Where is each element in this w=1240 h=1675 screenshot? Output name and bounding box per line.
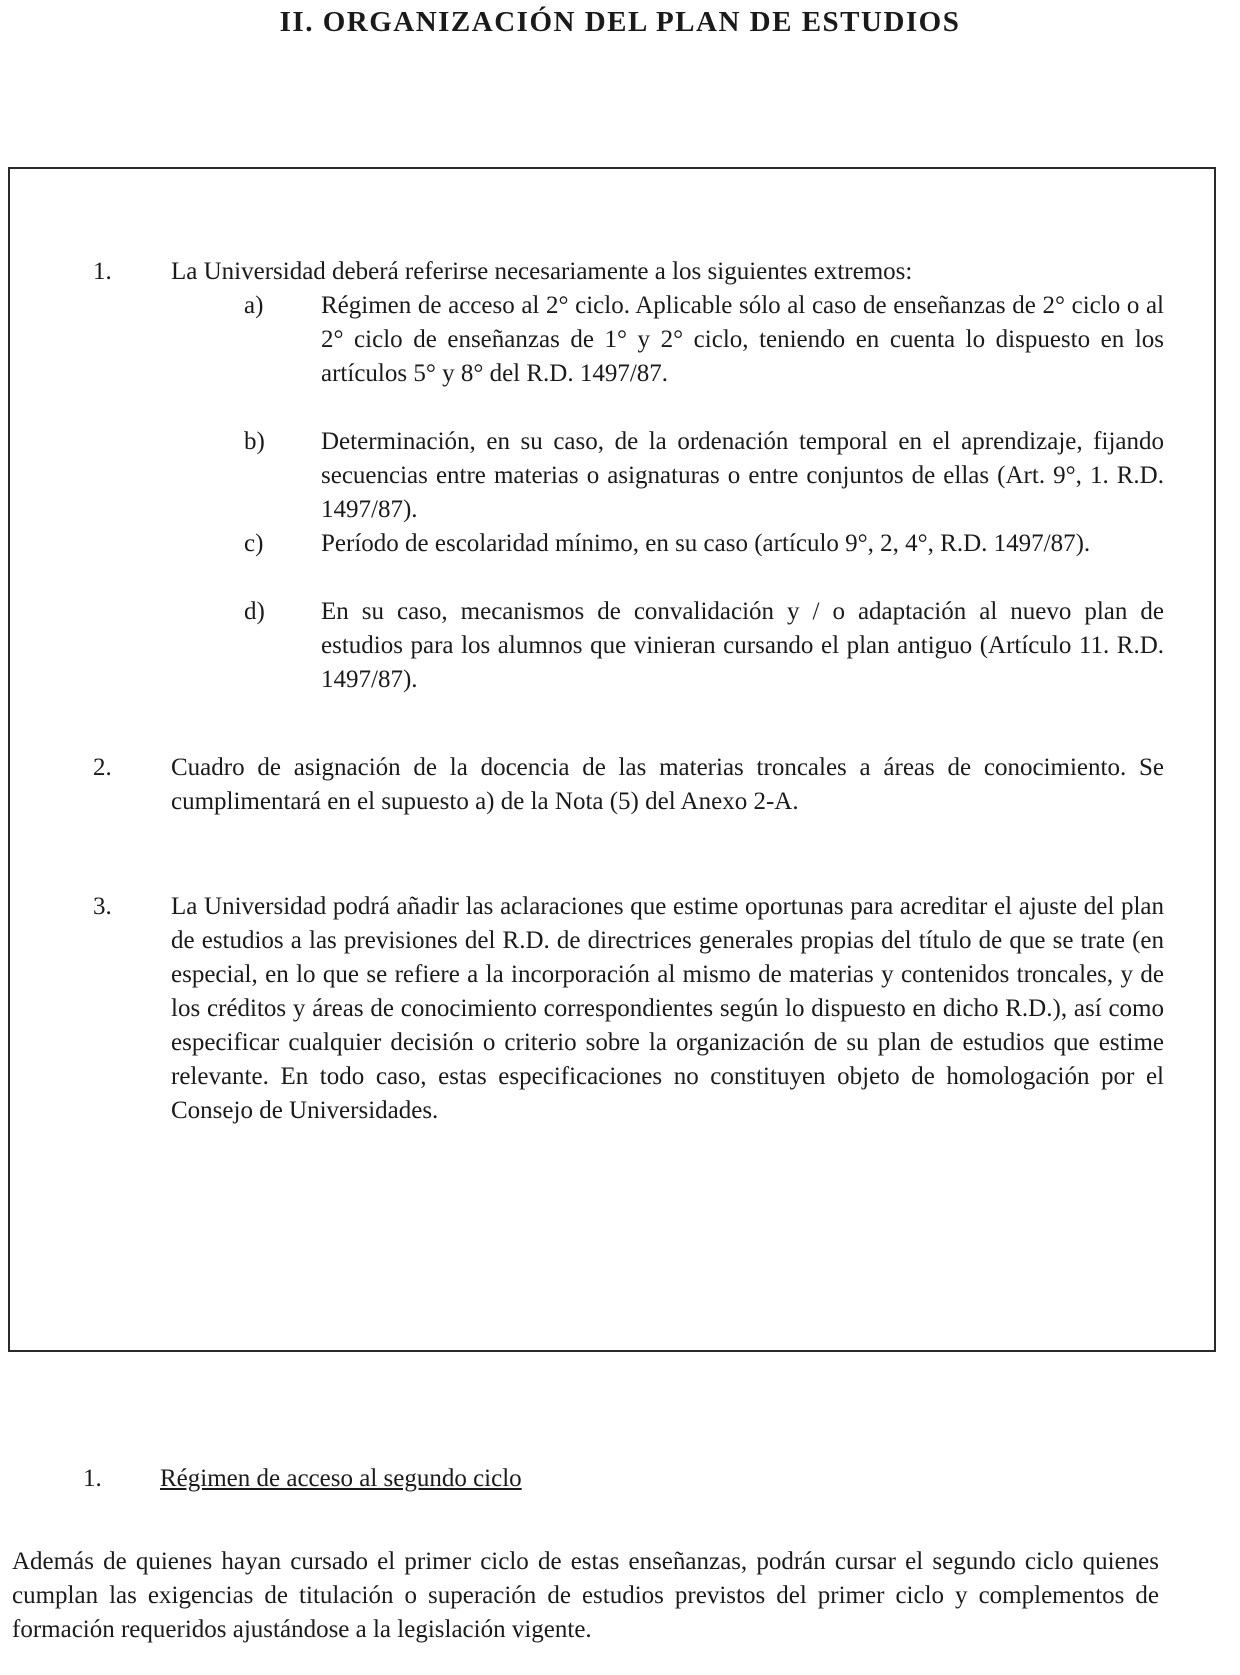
section-heading: Régimen de acceso al segundo ciclo	[160, 1465, 522, 1492]
sub-item-text: Determinación, en su caso, de la ordenación temporal en el aprendizaje, fijando secuencias entre materias o asignaturas o entre conjuntos de ellas (Art. 9°, 1. R.D. 1497/87).	[321, 428, 1164, 523]
sub-item-label: b)	[244, 428, 265, 455]
section-number: 1.	[83, 1465, 102, 1492]
sub-item-text: Período de escolaridad mínimo, en su caso (artículo 9°, 2, 4°, R.D. 1497/87).	[321, 530, 1091, 557]
sub-item-label: a)	[244, 292, 264, 319]
sub-item-label: d)	[244, 598, 265, 625]
sub-item-label: c)	[244, 530, 264, 557]
item-text: La Universidad podrá añadir las aclaraciones que estime oportunas para acreditar el ajuste del plan de estudios a las previsiones del R.D. de directrices generales propias del título de que se trate (en especial, en lo que se refiere a la incorporación al mismo de materias y contenidos troncales, y de los créditos y áreas de conocimiento correspondientes según lo dispuesto en dicho R.D.), así como especificar cualquier decisión o criterio sobre la organización de su plan de estudios que estime relevante. En todo caso, estas especificaciones no constituyen objeto de homologación por el Consejo de Universidades.	[171, 893, 1164, 1124]
sub-item-text: En su caso, mecanismos de convalidación y / o adaptación al nuevo plan de estudios para los alumnos que vinieran cursando el plan antiguo (Artículo 11. R.D. 1497/87).	[321, 598, 1164, 693]
item-text: La Universidad deberá referirse necesariamente a los siguientes extremos:	[171, 258, 913, 285]
sub-item-text: Régimen de acceso al 2° ciclo. Aplicable sólo al caso de enseñanzas de 2° ciclo o al 2° ciclo de enseñanzas de 1° y 2° ciclo, teniendo en cuenta lo dispuesto en los artículos 5° y 8° del R.D. 1497/87.	[321, 292, 1164, 387]
page-title: II. ORGANIZACIÓN DEL PLAN DE ESTUDIOS	[279, 6, 961, 38]
item-text: Cuadro de asignación de la docencia de las materias troncales a áreas de conocimiento. Se cumplimentará en el supuesto a) de la Nota (5) del Anexo 2-A.	[171, 754, 1164, 815]
body-paragraph: Además de quienes hayan cursado el primer ciclo de estas enseñanzas, podrán cursar el segundo ciclo quienes cumplan las exigencias de titulación o superación de estudios previstos del primer ciclo y complementos de formación requeridos ajustándose a la legislación vigente.	[12, 1548, 1159, 1643]
item-number: 1.	[93, 258, 112, 285]
instructions-box	[8, 167, 1216, 1352]
item-number: 2.	[93, 754, 112, 781]
item-number: 3.	[93, 893, 112, 920]
